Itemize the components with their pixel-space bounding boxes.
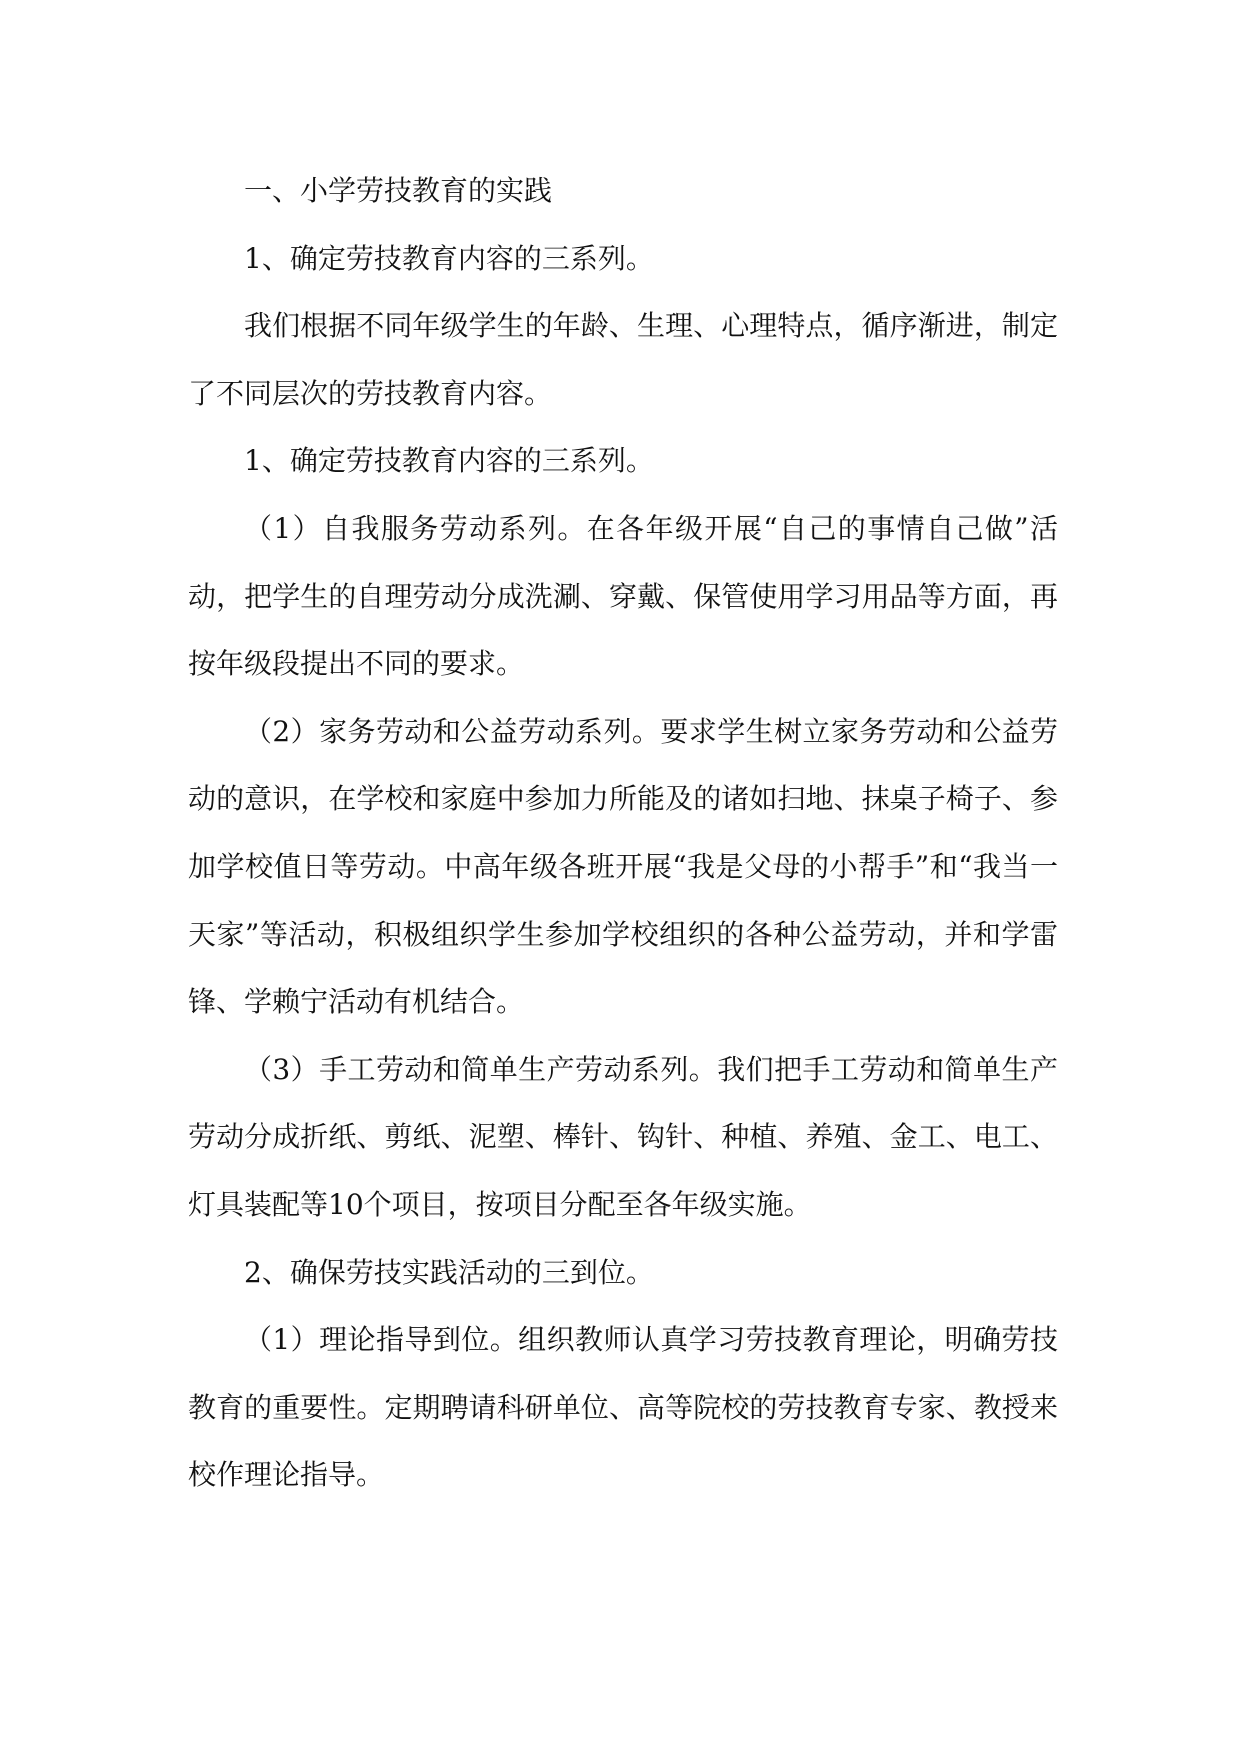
body-paragraph: （1）自我服务劳动系列。在各年级开展“自己的事情自己做”活动，把学生的自理劳动分成洗涮、穿戴、保管使用学习用品等方面，再按年级段提出不同的要求。 <box>188 511 1058 681</box>
body-paragraph: （1）理论指导到位。组织教师认真学习劳技教育理论，明确劳技教育的重要性。定期聘请科研单位、高等院校的劳技教育专家、教授来校作理论指导。 <box>188 1323 1058 1492</box>
subsection-heading: 2、确保劳技实践活动的三到位。 <box>244 1255 654 1289</box>
section-heading: 一、小学劳技教育的实践 <box>244 174 553 207</box>
document-body <box>188 157 1058 1509</box>
body-paragraph: （2）家务劳动和公益劳动系列。要求学生树立家务劳动和公益劳动的意识，在学校和家庭中参加力所能及的诸如扫地、抹桌子椅子、参加学校值日等劳动。中高年级各班开展“我是父母的小帮手”和“我当一天家”等活动，积极组织学生参加学校组织的各种公益劳动，并和学雷锋、学赖宁活动有机结合。 <box>188 714 1058 1019</box>
subsection-heading: 1、确定劳技教育内容的三系列。 <box>244 444 654 478</box>
body-paragraph: （3）手工劳动和简单生产劳动系列。我们把手工劳动和简单生产劳动分成折纸、剪纸、泥塑、棒针、钩针、种植、养殖、金工、电工、灯具装配等10个项目，按项目分配至各年级实施。 <box>188 1052 1058 1221</box>
body-paragraph: 我们根据不同年级学生的年龄、生理、心理特点，循序渐进，制定了不同层次的劳技教育内容。 <box>188 309 1058 410</box>
subsection-heading: 1、确定劳技教育内容的三系列。 <box>244 241 654 275</box>
